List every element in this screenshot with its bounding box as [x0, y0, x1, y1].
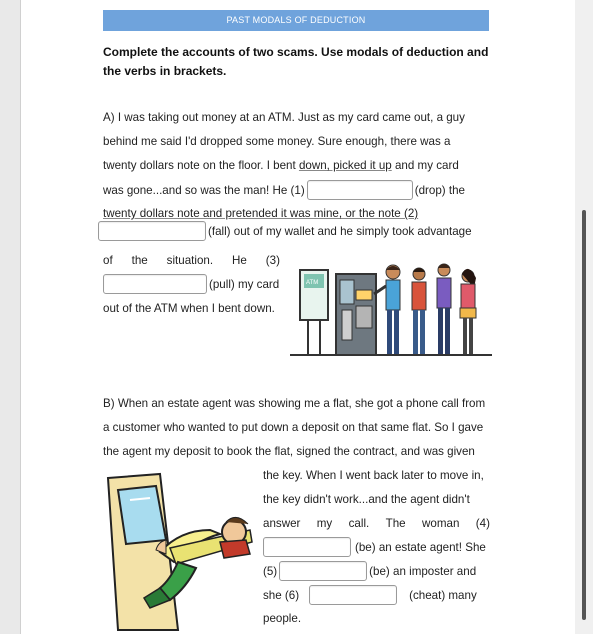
- word: the: [131, 254, 148, 267]
- story-a-line-3: [103, 157, 489, 175]
- word: of: [103, 254, 113, 267]
- story-b-line-1: B) When an estate agent was showing me a flat, she got a phone call from: [103, 397, 486, 410]
- worksheet-title-banner: PAST MODALS OF DEDUCTION: [103, 10, 489, 31]
- word: (4): [475, 517, 490, 530]
- instructions: Complete the accounts of two scams. Use modals of deduction and the verbs in brackets.: [103, 45, 489, 78]
- story-b-line-10: people.: [263, 612, 302, 625]
- story-a-line-8-text: (pull) my card: [209, 278, 280, 292]
- answer-field-3[interactable]: [103, 274, 207, 294]
- story-a-line-3-end: and my card: [391, 159, 459, 172]
- story-b-line-9-end: (cheat) many: [409, 589, 477, 603]
- answer-field-6[interactable]: [309, 585, 397, 605]
- story-a-line-9: out of the ATM when I bent down.: [103, 302, 275, 315]
- locked-door-illustration: [100, 470, 258, 632]
- story-b-line-2: a customer who wanted to put down a deposit on that same flat. So I gave: [103, 421, 484, 434]
- story-b-line-8-num: (5): [263, 565, 278, 579]
- story-b-line-7-text: (be) an estate agent! She: [355, 541, 486, 555]
- story-b-line-9-text: she (6): [263, 589, 300, 603]
- atm-queue-illustration: [288, 260, 494, 360]
- story-a-line-4-end: (drop) the: [414, 184, 465, 198]
- word: my: [316, 517, 333, 530]
- story-a-line-7: [103, 252, 280, 270]
- atm-sign-label: ATM: [306, 280, 319, 286]
- story-b-line-7: [263, 538, 493, 556]
- story-b-line-8: [263, 562, 493, 580]
- answer-field-4[interactable]: [263, 537, 351, 557]
- word: (3): [265, 254, 280, 267]
- word: answer: [263, 517, 301, 530]
- story-a-line-4-text: was gone...and so was the man! He (1): [103, 184, 305, 198]
- answer-field-5[interactable]: [279, 561, 367, 581]
- story-a-line-2: behind me said I'd dropped some money. Sure enough, there was a: [103, 135, 451, 148]
- scrollbar-thumb[interactable]: [582, 210, 586, 620]
- story-b-line-6: [263, 515, 490, 533]
- story-b-line-3: the agent my deposit to book the flat, signed the contract, and was given: [103, 445, 475, 458]
- word: call.: [348, 517, 370, 530]
- story-a-line-6: [98, 222, 490, 240]
- story-a-line-8: [103, 275, 283, 293]
- answer-field-1[interactable]: [307, 180, 413, 200]
- story-b-line-4: the key. When I went back later to move in,: [263, 469, 484, 482]
- story-a-line-3-underlined: down, picked it up: [298, 159, 392, 172]
- word: He: [232, 254, 247, 267]
- word: The: [385, 517, 406, 530]
- story-b-line-8-text: (be) an imposter and: [369, 565, 477, 579]
- story-a-line-3-text: twenty dollars note on the floor. I bent: [103, 159, 299, 172]
- story-b-line-9: [263, 586, 493, 604]
- story-a-line-5: twenty dollars note and pretended it was mine, or the note (2): [103, 207, 419, 220]
- scrollbar[interactable]: [575, 0, 593, 634]
- story-b-line-5: the key didn't work...and the agent didn't: [263, 493, 470, 506]
- word: woman: [422, 517, 460, 530]
- answer-field-2[interactable]: [98, 221, 206, 241]
- story-a-line-1: A) I was taking out money at an ATM. Just as my card came out, a guy: [103, 111, 465, 124]
- story-a-line-6-text: (fall) out of my wallet and he simply took advantage: [208, 225, 472, 239]
- word: situation.: [166, 254, 214, 267]
- story-a-line-4: [103, 181, 489, 199]
